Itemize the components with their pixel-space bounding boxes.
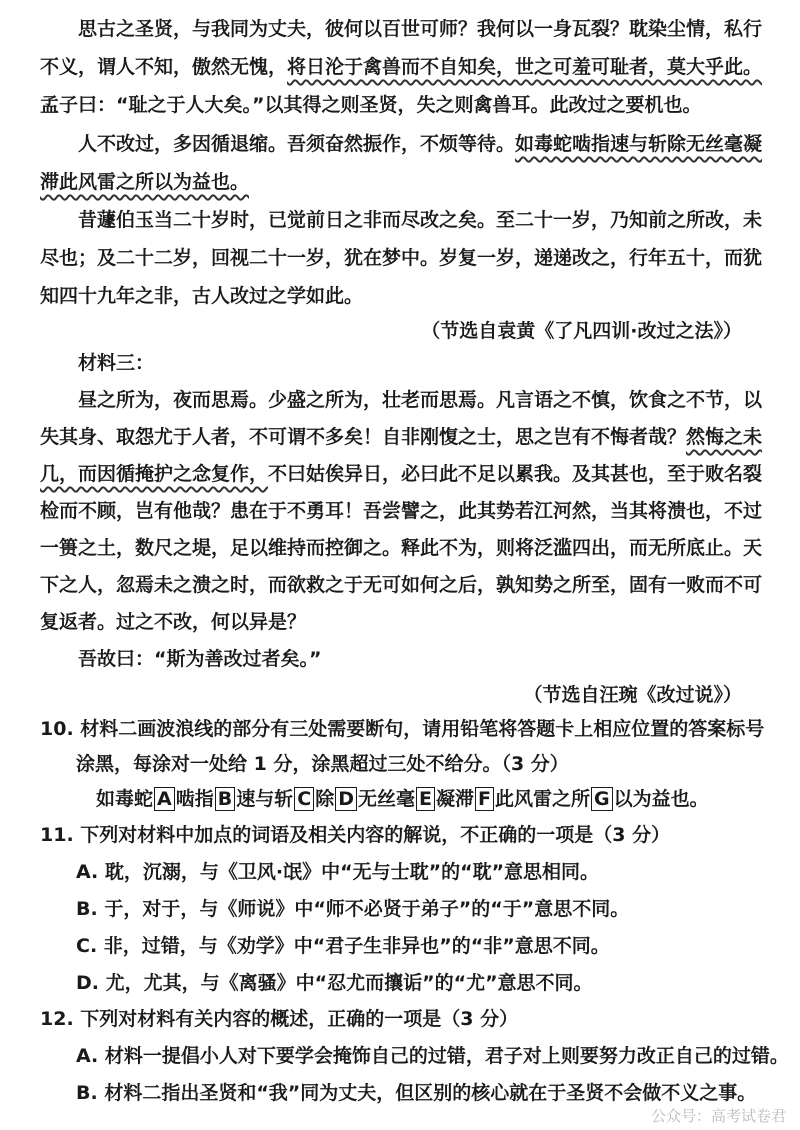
q10-label-G[interactable]: G: [591, 787, 613, 811]
q10-seg-3: 除: [315, 788, 335, 810]
q11-option-b[interactable]: B. 于，对于，与《师说》中“师不必贤于弟子”的“于”意思不同。: [76, 898, 630, 920]
m3-p1-line3-plain: 不曰姑俟异日，必曰此不足以累我。及其甚也，至于败名裂: [268, 463, 763, 485]
q10-stem-line1: 10. 材料二画波浪线的部分有三处需要断句，请用铅笔将答题卡上相应位置的答案标号: [40, 718, 765, 740]
q10-seg-0: 如毒蛇: [96, 788, 154, 810]
source-material3: （节选自汪琬《改过说》）: [523, 684, 742, 706]
q11-stem: 11. 下列对材料中加点的词语及相关内容的解说，不正确的一项是（3 分）: [40, 824, 671, 846]
m3-p1-line6: 下之人，忽焉未之溃之时，而欲救之于无可如何之后，孰知势之所至，固有一败而不可: [40, 574, 763, 596]
m3-p2: 吾故曰：“斯为善改过者矣。”: [78, 648, 322, 670]
m3-p1-line7: 复返者。过之不改，何以异是？: [40, 611, 307, 633]
m2-p2-line1: [78, 127, 762, 161]
material3-title: 材料三：: [78, 352, 155, 374]
m3-p1-line2-wavy: 然悔之未: [686, 426, 763, 448]
q11-option-c[interactable]: C. 非，过错，与《劝学》中“君子生非异也”的“非”意思不同。: [76, 935, 610, 957]
q10-label-D[interactable]: D: [335, 787, 357, 811]
m2-p1-line2: [40, 50, 762, 84]
m2-p1-line1: 思古之圣贤，与我同为丈夫，彼何以百世可师？我何以一身瓦裂？耽染尘情，私行: [78, 18, 763, 40]
m2-p3-line3: 知四十九年之非，古人改过之学如此。: [40, 285, 364, 307]
q10-seg-6: 此风雷之所: [495, 788, 591, 810]
m2-p2-line2: [40, 165, 249, 199]
q12-option-b[interactable]: B. 材料二指出圣贤和“我”同为丈夫，但区别的核心就在于圣贤不会做不义之事。: [76, 1082, 757, 1104]
q12-option-a[interactable]: A. 材料一提倡小人对下要学会掩饰自己的过错，君子对上则要努力改正自己的过错。: [76, 1045, 789, 1067]
m2-p1-line3: 孟子曰：“耻之于人大矣。”以其得之则圣贤，失之则禽兽耳。此改过之要机也。: [40, 94, 702, 116]
m3-p1-line3: [40, 457, 762, 491]
q10-sentence: [96, 782, 709, 816]
q10-seg-2: 速与斩: [236, 788, 294, 810]
m3-p1-line2-plain: 失其身、取怨尤于人者，不可谓不多矣！自非刚愎之士，思之岂有不悔者哉？: [40, 426, 687, 448]
m3-p1-line4: 检而不顾，岂有他哉？患在于不勇耳！吾尝譬之，此其势若江河然，当其将溃也，不过: [40, 500, 763, 522]
m2-p3-line1: 昔蘧伯玉当二十岁时，已觉前日之非而尽改之矣。至二十一岁，乃知前之所改，未: [78, 209, 763, 231]
q10-label-B[interactable]: B: [215, 787, 235, 811]
q10-label-E[interactable]: E: [416, 787, 435, 811]
q10-label-F[interactable]: F: [475, 787, 494, 811]
m2-p3-line2: 尽也；及二十二岁，回视二十一岁，犹在梦中。岁复一岁，递递改之，行年五十，而犹: [40, 247, 763, 269]
q12-stem: 12. 下列对材料有关内容的概述，正确的一项是（3 分）: [40, 1008, 519, 1030]
q10-seg-5: 凝滞: [436, 788, 475, 810]
q10-stem-line2: 涂黑，每涂对一处给 1 分，涂黑超过三处不给分。（3 分）: [76, 753, 569, 775]
q10-seg-7: 以为益也。: [613, 788, 709, 810]
m3-p1-line5: 一篑之土，数尺之堤，足以维持而控御之。释此不为，则将泛滥四出，而无所底止。天: [40, 537, 763, 559]
q10-seg-1: 啮指: [175, 788, 214, 810]
m3-p1-line2: [40, 420, 762, 454]
m3-p1-line3-wavy: 几，而因循掩护之念复作，: [40, 463, 269, 485]
m2-p2-line2-wavy: 滞此风雷之所以为益也。: [40, 171, 250, 193]
q11-option-d[interactable]: D. 尤，尤其，与《离骚》中“忍尤而攘诟”的“尤”意思不同。: [76, 972, 593, 994]
q10-seg-4: 无丝毫: [358, 788, 416, 810]
m3-p1-line1: 昼之所为，夜而思焉。少盛之所为，壮老而思焉。凡言语之不慎，饮食之不节，以: [78, 389, 763, 411]
m2-p1-line2-wavy: 将日沦于禽兽而不自知矣，世之可羞可耻者，莫大乎此。: [287, 56, 763, 78]
m2-p2-line1-plain: 人不改过，多因循退缩。吾须奋然振作，不烦等待。: [78, 133, 516, 155]
q11-option-a[interactable]: A. 耽，沉溺，与《卫风·氓》中“无与士耽”的“耽”意思相同。: [76, 861, 600, 883]
q10-label-A[interactable]: A: [154, 787, 175, 811]
source-material2: （节选自袁黄《了凡四训·改过之法》）: [421, 320, 742, 342]
m2-p1-line2-plain: 不义，谓人不知，傲然无愧，: [40, 56, 288, 78]
watermark: 公众号：高考试卷君: [650, 1107, 786, 1125]
m2-p2-line1-wavy: 如毒蛇啮指速与斩除无丝毫凝: [515, 133, 763, 155]
q10-label-C[interactable]: C: [294, 787, 314, 811]
